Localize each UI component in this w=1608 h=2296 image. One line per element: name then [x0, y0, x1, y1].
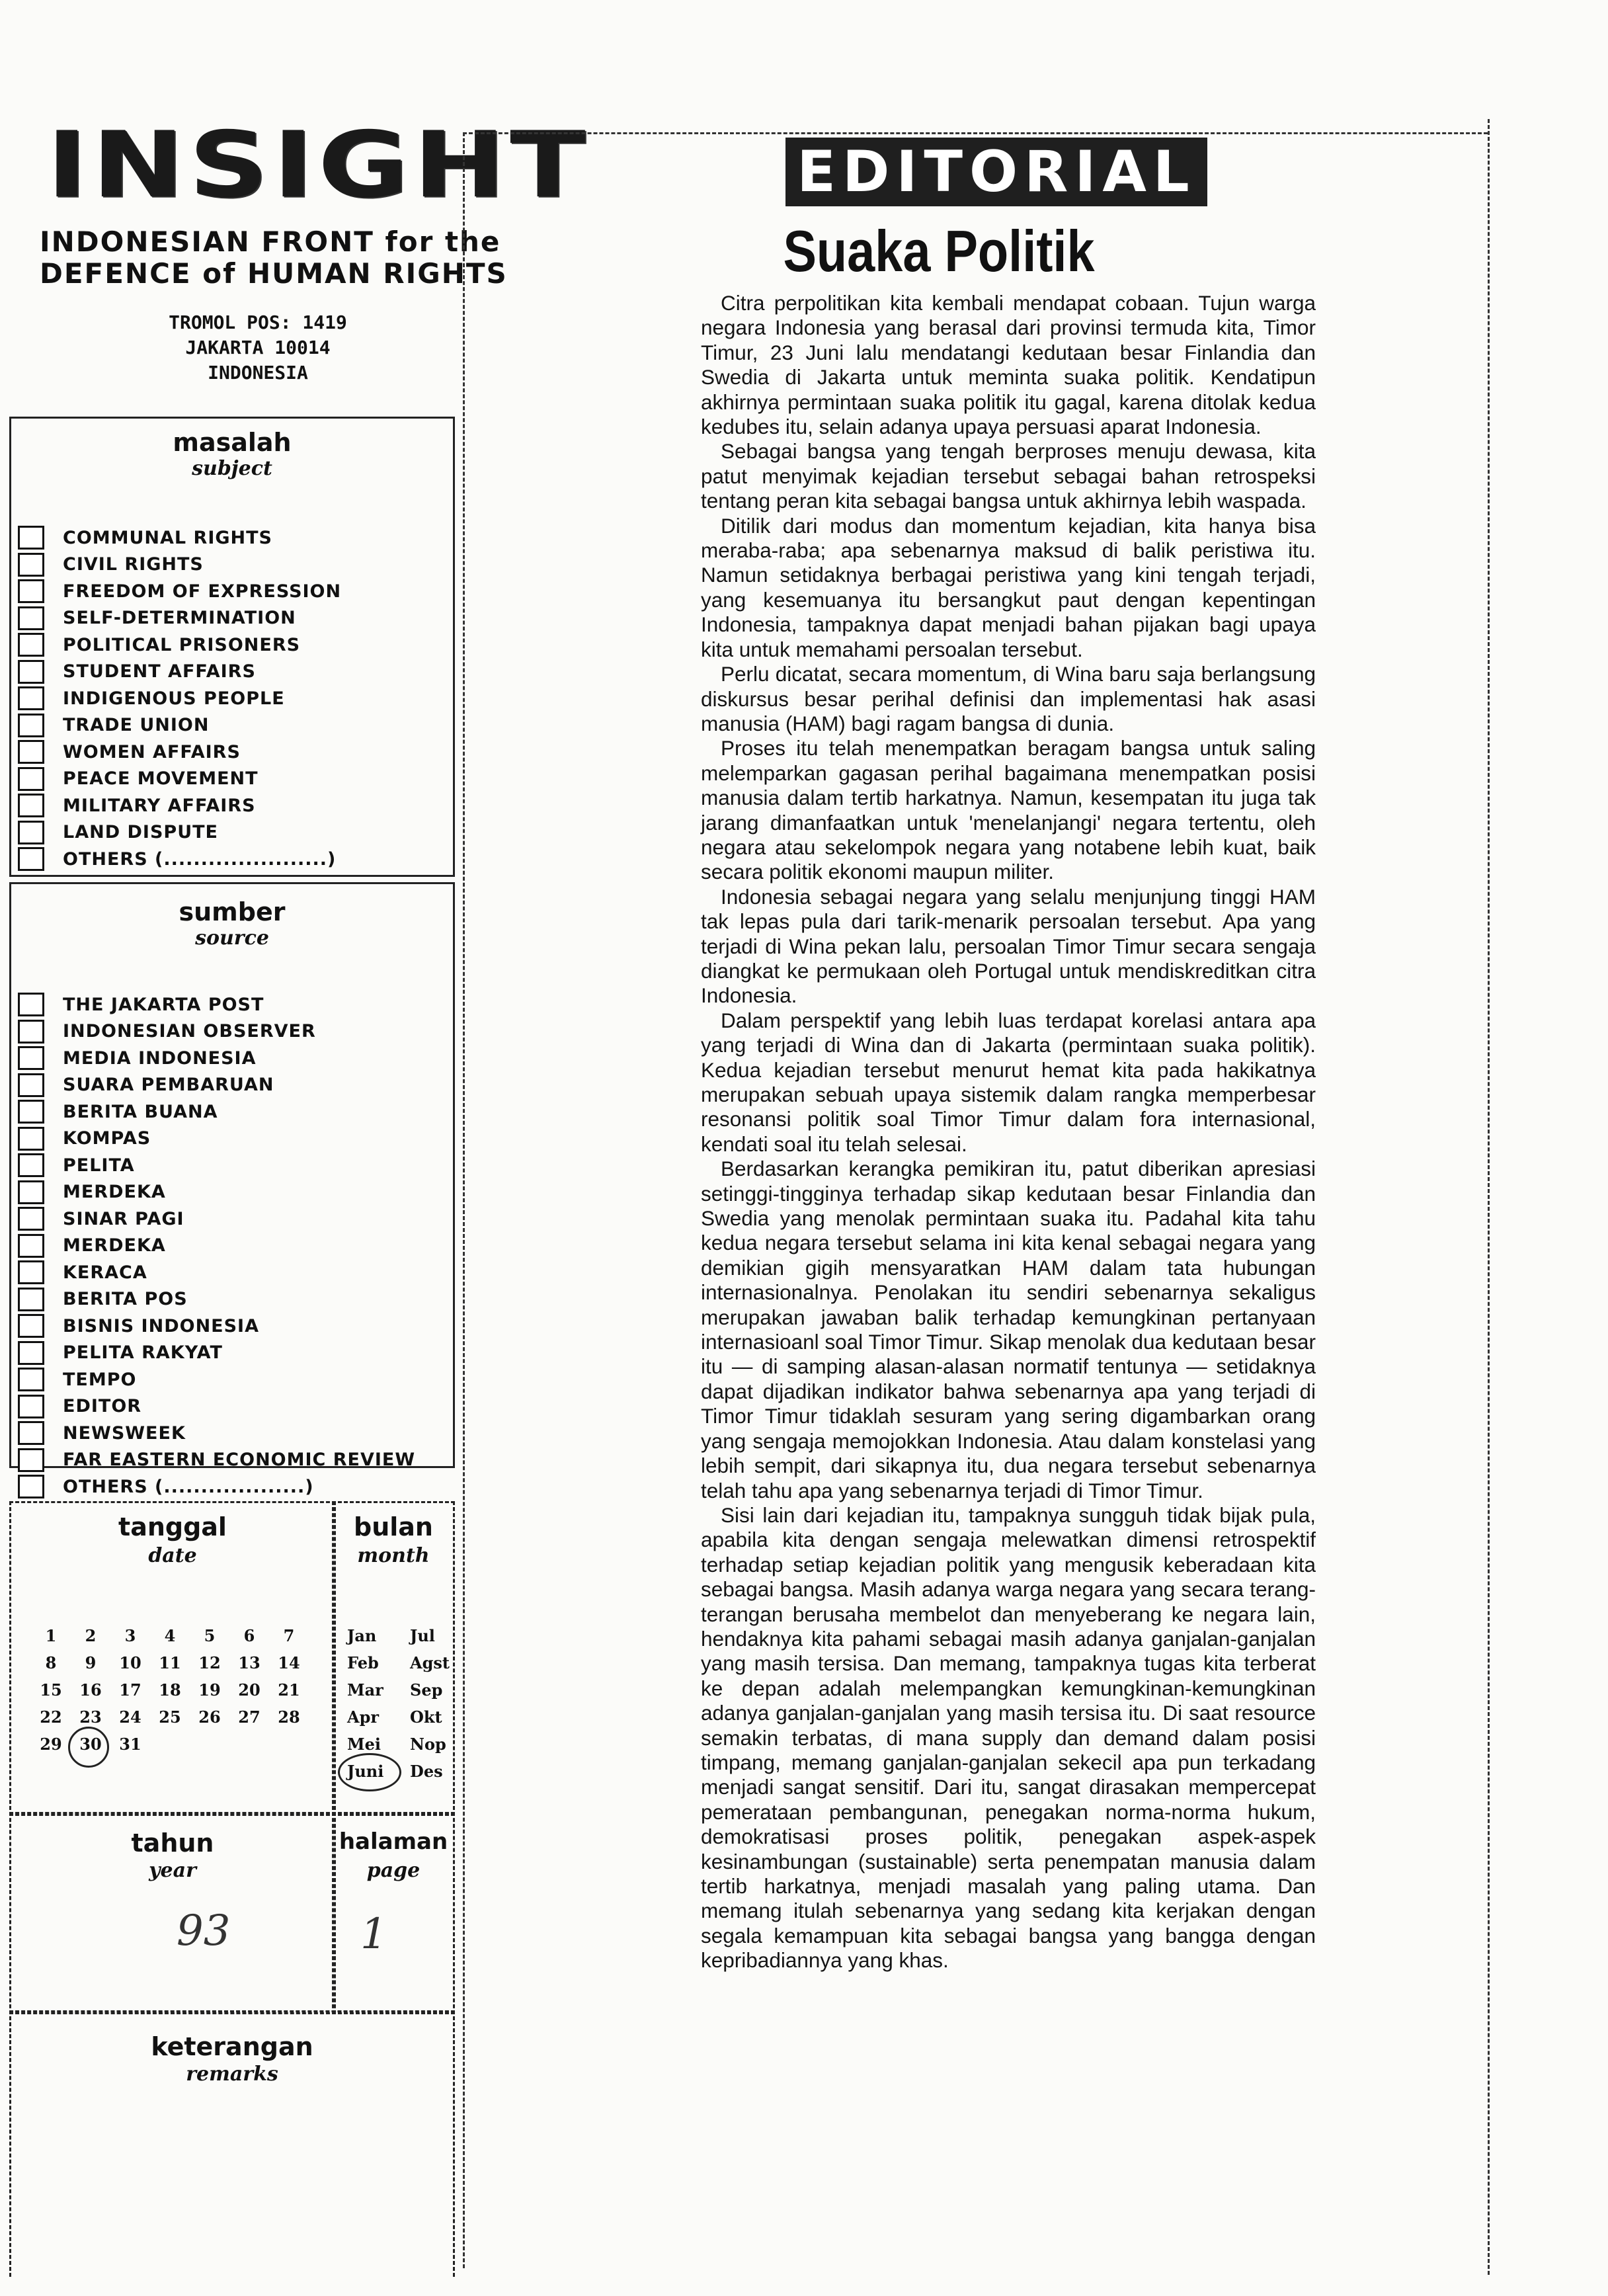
calendar-day: 5 [204, 1626, 216, 1645]
month-item: Sep [410, 1680, 443, 1700]
tagline-line-1: INDONESIAN FRONT for the [40, 226, 501, 258]
article-body [701, 291, 1316, 1973]
month-item: Des [410, 1762, 443, 1781]
calendar-day: 18 [159, 1680, 181, 1700]
source-label: KERACA [63, 1262, 147, 1283]
month-item: Jul [410, 1626, 435, 1645]
year-title: tahun [131, 1828, 214, 1858]
address-line-2: JAKARTA 10014 [185, 337, 331, 358]
calendar-day: 10 [119, 1653, 141, 1672]
source-item [18, 1340, 415, 1367]
remarks-title: keterangan [151, 2032, 313, 2061]
calendar-day: 19 [198, 1680, 221, 1700]
calendar-day: 25 [159, 1707, 181, 1727]
calendar-day: 15 [40, 1680, 62, 1700]
subject-checkbox[interactable] [18, 526, 44, 550]
source-subtitle: source [195, 926, 269, 950]
calendar-day: 4 [164, 1626, 176, 1645]
source-item [18, 1206, 415, 1233]
source-checkbox[interactable] [18, 1153, 44, 1177]
calendar-day: 9 [85, 1653, 97, 1672]
source-checkbox[interactable] [18, 1207, 44, 1231]
month-item: Feb [347, 1653, 379, 1672]
source-checkbox[interactable] [18, 1314, 44, 1338]
subject-item [18, 578, 341, 605]
subject-label: STUDENT AFFAIRS [63, 661, 256, 682]
subject-checkbox[interactable] [18, 714, 44, 737]
source-checkbox[interactable] [18, 1288, 44, 1311]
subject-checkbox[interactable] [18, 633, 44, 657]
source-item [18, 1126, 415, 1153]
source-label: KOMPAS [63, 1128, 151, 1149]
subject-label: CIVIL RIGHTS [63, 554, 204, 575]
source-checkbox[interactable] [18, 1395, 44, 1418]
calendar-day: 23 [79, 1707, 102, 1727]
calendar-day: 3 [124, 1626, 136, 1645]
frame-left-rule [463, 132, 465, 2268]
source-item [18, 1259, 415, 1286]
subject-checkbox[interactable] [18, 660, 44, 684]
source-item [18, 1286, 415, 1313]
page-title: halaman [339, 1828, 448, 1855]
month-item: Nop [410, 1735, 446, 1754]
date-subtitle: date [148, 1544, 197, 1567]
source-label: BERITA BUANA [63, 1101, 218, 1122]
frame-top-rule [463, 132, 1488, 134]
calendar-day: 6 [243, 1626, 255, 1645]
subject-subtitle: subject [192, 457, 272, 480]
subject-label: PEACE MOVEMENT [63, 768, 259, 790]
subject-item [18, 524, 341, 552]
calendar-day: 30 [79, 1735, 102, 1754]
article-paragraph: Sebagai bangsa yang tengah berproses menuju dewasa, kita patut menyimak kejadian tersebut sebagai bahan retrospeksi tentang peran kita sebagai bangsa untuk akhirnya lebih waspada. [701, 439, 1316, 513]
month-item: Jan [347, 1626, 377, 1645]
source-label: OTHERS (...................) [63, 1476, 314, 1497]
source-label: MERDEKA [63, 1235, 166, 1256]
year-subtitle: year [149, 1859, 196, 1882]
source-label: BERITA POS [63, 1289, 188, 1310]
subject-checkbox[interactable] [18, 553, 44, 577]
source-item [18, 1018, 415, 1046]
source-label: THE JAKARTA POST [63, 994, 264, 1015]
subject-label: LAND DISPUTE [63, 822, 218, 843]
subject-item [18, 712, 341, 739]
source-item [18, 1179, 415, 1206]
address-line-3: INDONESIA [208, 362, 308, 384]
tagline-line-2: DEFENCE of HUMAN RIGHTS [40, 257, 508, 290]
source-title: sumber [179, 897, 286, 926]
month-item: Juni [347, 1762, 384, 1781]
calendar-day: 31 [119, 1735, 141, 1754]
month-subtitle: month [357, 1544, 430, 1567]
article-headline: Suaka Politik [783, 218, 1095, 284]
frame-right-rule [1488, 119, 1490, 2275]
source-checkbox[interactable] [18, 1180, 44, 1204]
source-item [18, 991, 415, 1018]
calendar-day: 14 [278, 1653, 300, 1672]
subject-item [18, 739, 341, 766]
date-title: tanggal [118, 1512, 227, 1541]
subject-checkbox[interactable] [18, 579, 44, 603]
source-checkbox[interactable] [18, 1020, 44, 1044]
calendar-day: 27 [238, 1707, 261, 1727]
subject-checkbox[interactable] [18, 767, 44, 791]
editorial-section-badge: EDITORIAL [785, 138, 1207, 206]
calendar-day: 20 [238, 1680, 261, 1700]
calendar-day: 11 [159, 1653, 181, 1672]
source-checkbox[interactable] [18, 1234, 44, 1258]
subject-checkbox[interactable] [18, 606, 44, 630]
subject-label: OTHERS (......................) [63, 848, 337, 870]
subject-label: SELF-DETERMINATION [63, 608, 296, 629]
year-handwritten-value: 93 [177, 1906, 231, 1955]
source-item [18, 1473, 415, 1500]
source-label: INDONESIAN OBSERVER [63, 1021, 316, 1042]
source-item [18, 1393, 415, 1420]
calendar-day: 1 [45, 1626, 57, 1645]
source-label: FAR EASTERN ECONOMIC REVIEW [63, 1450, 416, 1471]
subject-panel [9, 417, 455, 877]
subject-checkbox[interactable] [18, 686, 44, 710]
source-checkbox[interactable] [18, 1421, 44, 1445]
source-label: PELITA RAKYAT [63, 1342, 223, 1364]
source-checkbox[interactable] [18, 1368, 44, 1391]
source-item [18, 1233, 415, 1260]
subject-item [18, 846, 341, 873]
june-circle-mark [338, 1753, 401, 1791]
source-checkbox[interactable] [18, 1475, 44, 1498]
source-checkbox[interactable] [18, 1341, 44, 1365]
subject-item [18, 792, 341, 819]
source-item [18, 1366, 415, 1393]
source-checkbox[interactable] [18, 1127, 44, 1151]
subject-title: masalah [173, 428, 292, 457]
source-label: NEWSWEEK [63, 1422, 186, 1444]
calendar-day: 26 [198, 1707, 221, 1727]
calendar-day: 12 [198, 1653, 221, 1672]
date-panel [9, 1501, 336, 1816]
subject-item [18, 659, 341, 686]
source-label: EDITOR [63, 1396, 142, 1417]
source-label: SINAR PAGI [63, 1208, 184, 1229]
subject-item [18, 605, 341, 632]
year-panel [9, 1812, 336, 2014]
month-panel [332, 1501, 455, 1816]
month-title: bulan [354, 1512, 433, 1541]
subject-checkbox[interactable] [18, 740, 44, 764]
subject-checkbox[interactable] [18, 821, 44, 844]
source-item [18, 1098, 415, 1126]
subject-item [18, 766, 341, 793]
subject-item [18, 552, 341, 579]
month-item: Mar [347, 1680, 383, 1700]
source-label: BISNIS INDONESIA [63, 1315, 259, 1336]
calendar-day: 22 [40, 1707, 62, 1727]
source-checkbox[interactable] [18, 1448, 44, 1472]
source-item [18, 1313, 415, 1340]
source-label: TEMPO [63, 1369, 137, 1390]
remarks-subtitle: remarks [186, 2063, 278, 2086]
calendar-day: 13 [238, 1653, 261, 1672]
subject-label: INDIGENOUS PEOPLE [63, 688, 285, 709]
source-checklist [18, 991, 415, 1500]
source-panel [9, 882, 455, 1497]
source-label: MERDEKA [63, 1182, 166, 1203]
subject-checkbox[interactable] [18, 847, 44, 871]
article-paragraph: Sisi lain dari kejadian itu, tampaknya sungguh tidak bijak pula, apabila kita dengan sengaja melewatkan dimensi retrospektif terhadap setiap kejadian politik yang mengusik keberadaan kita sebagai bangsa. Masih adanya warga negara yang secara terang-terangan berusaha membelot dan menyeberang ke negara lain, hendaknya kita pahami sebagai masih adanya ganjalan-ganjalan yang masih tersisa. Dan memang, tampaknya tugas kita terberat ke depan adalah melempangkan kemungkinan-kemungkinan adanya ganjalan-ganjalan yang masih tersisa itu. Di saat resource semakin terbatas, di mana supply dan demand dalam posisi timpang, memang ganjalan-ganjalan sekecil apa pun terkadang menjadi sangat sensitif. Dari itu, sangat dirasakan mempercepat pemerataan pembangunan, penegakan norma-norma hukum, demokratisasi proses politik, penegakan aspek-aspek kesinambungan (sustainable) serta penempatan manusia dalam tertib harkatnya, menjadi masalah yang paling utama. Dan memang itulah sebenarnya yang sedang kita kerjakan dengan segala kemampuan kita sebagai bangsa yang bangga dengan kepribadiannya yang khas. [701, 1502, 1316, 1973]
calendar-day: 17 [119, 1680, 141, 1700]
source-checkbox[interactable] [18, 1260, 44, 1284]
address-line-1: TROMOL POS: 1419 [169, 311, 347, 333]
calendar-day: 24 [119, 1707, 141, 1727]
calendar-day: 29 [40, 1735, 62, 1754]
article-paragraph: Berdasarkan kerangka pemikiran itu, patut diberikan apresiasi setinggi-tingginya terhadap sikap kedutaan besar Finlandia dan Swedia yang menolak permintaan suaka itu. Padahal kita tahu kedua negara tersebut selama ini kita kenal sebagai negara yang demikian gigih mensyaratkan HAM dalam tata hubungan internasionalnya. Penolakan itu sendiri sebenarnya sekaligus merupakan jawaban balik terhadap kemungkinan pertanyaan internasioanl soal Timor Timur. Sikap menolak dua kedutaan besar itu — di samping alasan-alasan normatif tentunya — setidaknya dapat dijadikan indikator bahwa sebenarnya apa yang terjadi di Timor Timur tidaklah sesuram yang sering digambarkan orang yang sengaja memojokkan Indonesia. Atau dalam konstelasi yang lebih sempit, dari sikapnya itu, dua negara tersebut sebenarnya telah tahu apa yang sebenarnya terjadi di Timor Timur. [701, 1157, 1316, 1502]
calendar-day: 16 [79, 1680, 102, 1700]
subject-label: FREEDOM OF EXPRESSION [63, 581, 342, 602]
subject-item [18, 819, 341, 846]
subject-label: TRADE UNION [63, 715, 210, 736]
subject-label: MILITARY AFFAIRS [63, 795, 256, 816]
insight-logo: INSIGHT [46, 112, 590, 218]
article-paragraph: Indonesia sebagai negara yang selalu menjunjung tinggi HAM tak lepas pula dari tarik-menarik persoalan tersebut. Apa yang terjadi di Wina pekan lalu, persoalan Timor Timur secara sengaja diangkat ke permukaan oleh Portugal untuk mendiskreditkan citra Indonesia. [701, 884, 1316, 1008]
source-checkbox[interactable] [18, 993, 44, 1016]
source-item [18, 1152, 415, 1179]
article-paragraph: Perlu dicatat, secara momentum, di Wina baru saja berlangsung diskursus besar perihal definisi dan implementasi hak asasi manusia (HAM) bagi ragam bangsa di dunia. [701, 662, 1316, 735]
calendar-day: 28 [278, 1707, 300, 1727]
calendar-day: 2 [85, 1626, 97, 1645]
day-26-circle-mark [68, 1727, 109, 1768]
source-item [18, 1072, 415, 1099]
subject-label: COMMUNAL RIGHTS [63, 527, 272, 548]
article-paragraph: Proses itu telah menempatkan beragam bangsa untuk saling melemparkan gagasan perihal bagaimana menempatkan posisi manusia dalam tertib harkatnya. Namun, kesempatan itu juga tak jarang dimanfaatkan untuk 'menelanjangi' negara tertentu, oleh negara atau sekelompok negara yang notabene lebih kuat, baik secara politik ekonomi maupun militer. [701, 736, 1316, 884]
source-checkbox[interactable] [18, 1100, 44, 1124]
article-paragraph: Ditilik dari modus dan momentum kejadian, kita hanya bisa meraba-raba; apa sebenarnya maksud di balik peristiwa itu. Namun setidaknya berbagai peristiwa yang kini tengah terjadi, yang kesemuanya itu bersangkut paut dengan kepentingan Indonesia, tampaknya dapat menjadi bahan pijakan bagi upaya kita untuk memahami persoalan tersebut. [701, 513, 1316, 661]
subject-checklist [18, 524, 341, 873]
calendar-day: 7 [283, 1626, 295, 1645]
page-panel [332, 1812, 455, 2014]
subject-label: WOMEN AFFAIRS [63, 741, 241, 762]
month-item: Okt [410, 1707, 442, 1727]
article-paragraph: Citra perpolitikan kita kembali mendapat cobaan. Tujun warga negara Indonesia yang berasal dari provinsi termuda kita, Timor Timur, 23 Juni lalu mendatangi kedutaan besar Finlandia dan Swedia di Jakarta untuk meminta suaka politik. Kendatipun akhirnya permintaan suaka politik itu gagal, karena ditolak kedua kedubes itu, selain adanya upaya persuasi aparat Indonesia. [701, 291, 1316, 439]
source-item [18, 1420, 415, 1447]
subject-item [18, 632, 341, 659]
remarks-panel [9, 2010, 455, 2277]
page-subtitle: page [366, 1859, 421, 1882]
month-item: Apr [347, 1707, 380, 1727]
subject-checkbox[interactable] [18, 794, 44, 817]
calendar-day: 21 [278, 1680, 300, 1700]
article-paragraph: Dalam perspektif yang lebih luas terdapat korelasi antara apa yang terjadi di Wina dan di Jakarta (permintaan suaka politik). Kedua kejadian tersebut menurut hemat kita pada hakikatnya merupakan sebuah upaya sistemik dalam rangka memperbesar resonansi politik soal Timor Timur dalam fora internasional, kendati soal itu telah selesai. [701, 1008, 1316, 1156]
source-label: SUARA PEMBARUAN [63, 1075, 274, 1096]
source-checkbox[interactable] [18, 1073, 44, 1097]
page-handwritten-value: 1 [360, 1910, 387, 1959]
source-label: MEDIA INDONESIA [63, 1047, 257, 1069]
source-item [18, 1045, 415, 1072]
calendar-day: 8 [45, 1653, 57, 1672]
source-checkbox[interactable] [18, 1046, 44, 1070]
month-item: Agst [410, 1653, 450, 1672]
source-item [18, 1447, 415, 1474]
source-label: PELITA [63, 1155, 135, 1176]
month-item: Mei [347, 1735, 381, 1754]
subject-item [18, 685, 341, 712]
subject-label: POLITICAL PRISONERS [63, 634, 301, 655]
